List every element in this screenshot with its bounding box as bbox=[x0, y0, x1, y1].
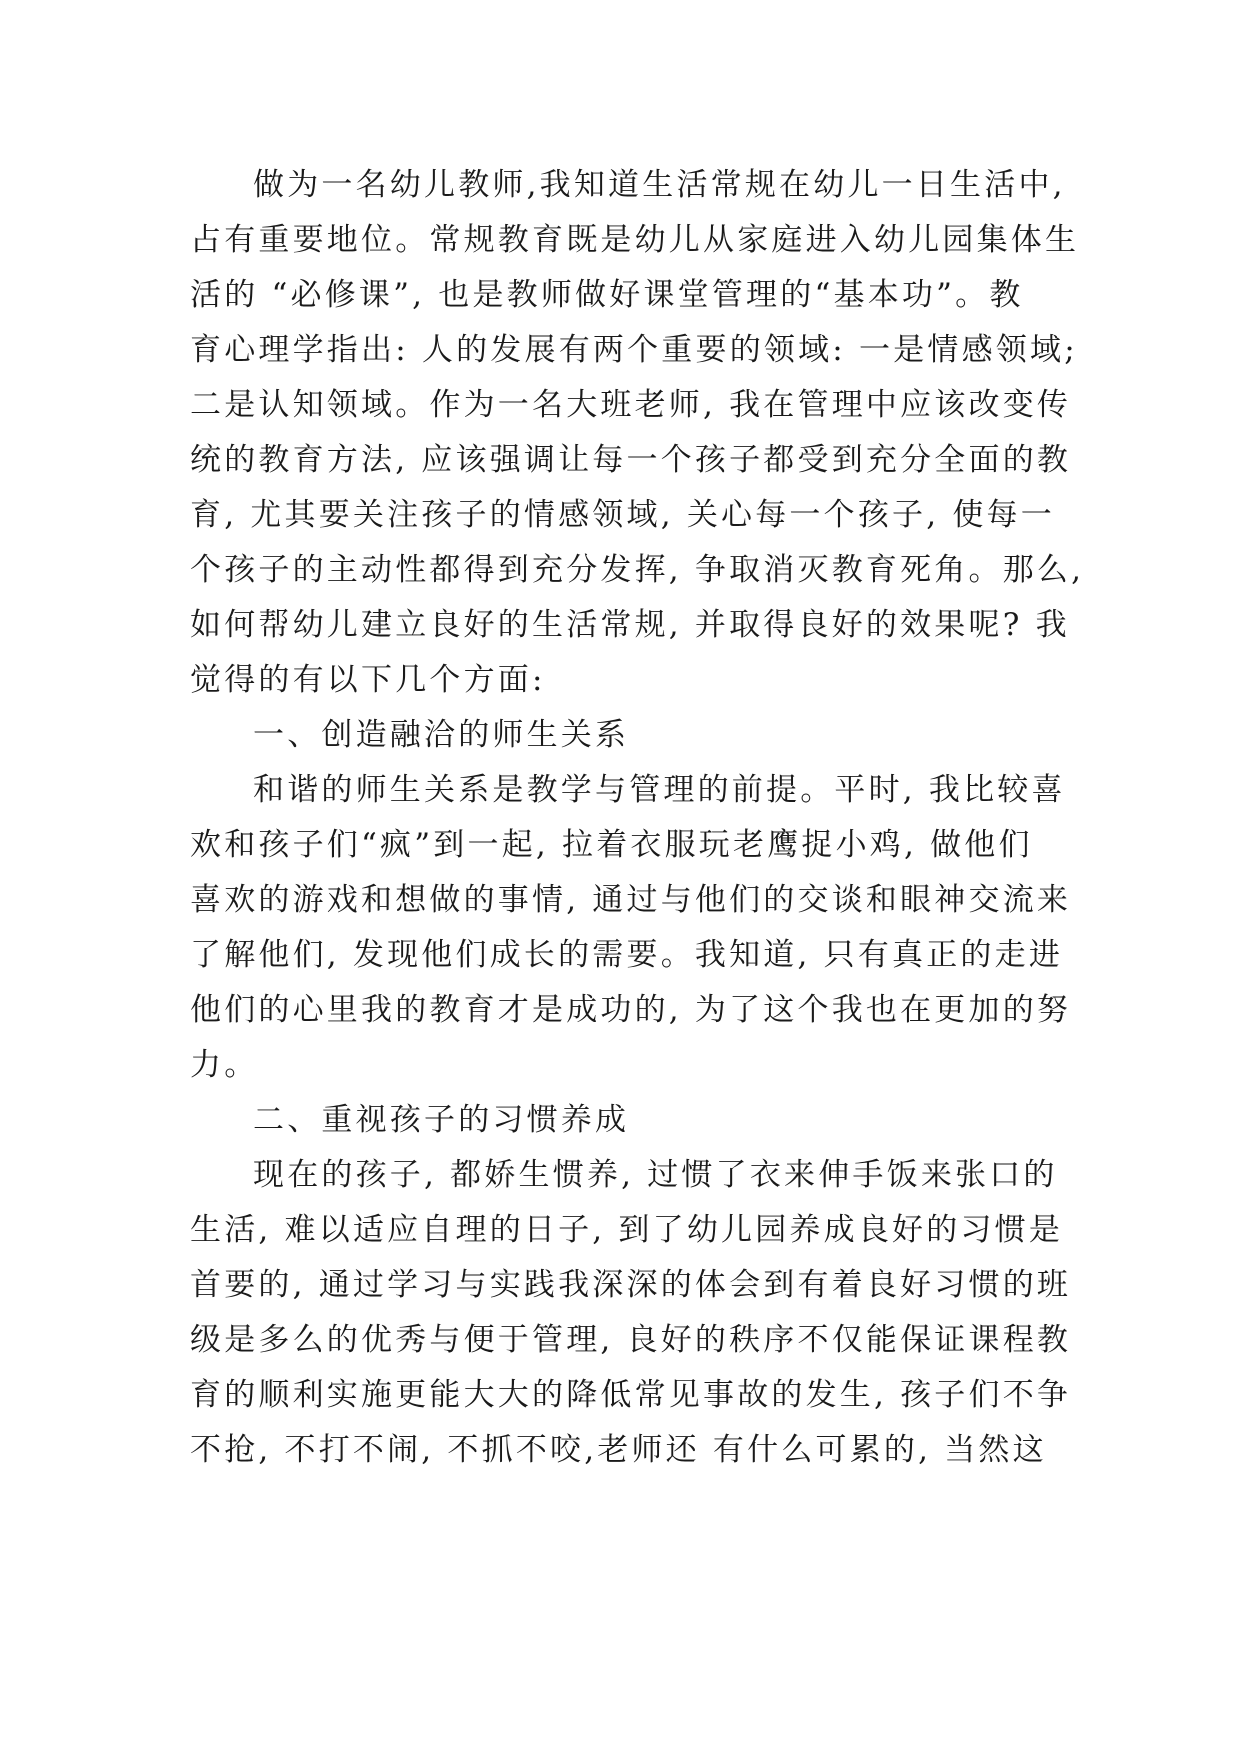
paragraph-section-1-line: 了解他们, 发现他们成长的需要。我知道, 只有真正的走进 bbox=[190, 937, 1064, 973]
paragraph-section-2-line: 不抢, 不打不闹, 不抓不咬,老师还 有什么可累的, 当然这 bbox=[190, 1432, 1047, 1468]
paragraph-intro-line: 做为一名幼儿教师,我知道生活常规在幼儿一日生活中, bbox=[253, 167, 1066, 203]
paragraph-section-1-line: 喜欢的游戏和想做的事情, 通过与他们的交谈和眼神交流来 bbox=[190, 882, 1072, 918]
document-body bbox=[190, 158, 1090, 1478]
paragraph-intro-line: 活的 “必修课”, 也是教师做好课堂管理的“基本功”。教 bbox=[190, 277, 1024, 313]
paragraph-intro-line: 如何帮幼儿建立良好的生活常规, 并取得良好的效果呢? 我 bbox=[190, 607, 1070, 643]
paragraph-intro-line: 育, 尤其要关注孩子的情感领域, 关心每一个孩子, 使每一 bbox=[190, 497, 1055, 533]
paragraph-section-2-line: 育的顺利实施更能大大的降低常见事故的发生, 孩子们不争 bbox=[190, 1377, 1072, 1413]
paragraph-section-2-line: 生活, 难以适应自理的日子, 到了幼儿园养成良好的习惯是 bbox=[190, 1212, 1064, 1248]
paragraph-section-2-line: 首要的, 通过学习与实践我深深的体会到有着良好习惯的班 bbox=[190, 1267, 1072, 1303]
section-heading-1: 一、创造融洽的师生关系 bbox=[253, 717, 630, 753]
section-heading-2: 二、重视孩子的习惯养成 bbox=[253, 1102, 630, 1138]
paragraph-intro-line: 二是认知领域。作为一名大班老师, 我在管理中应该改变传 bbox=[190, 387, 1072, 423]
paragraph-section-1-line: 力。 bbox=[190, 1047, 259, 1083]
paragraph-section-2-line: 现在的孩子, 都娇生惯养, 过惯了衣来伸手饭来张口的 bbox=[253, 1157, 1058, 1193]
paragraph-intro-line: 占有重要地位。常规教育既是幼儿从家庭进入幼儿园集体生 bbox=[190, 222, 1080, 258]
paragraph-intro-line: 觉得的有以下几个方面: bbox=[190, 662, 546, 698]
paragraph-section-1-line: 他们的心里我的教育才是成功的, 为了这个我也在更加的努 bbox=[190, 992, 1072, 1028]
paragraph-section-1-line: 和谐的师生关系是教学与管理的前提。平时, 我比较喜 bbox=[253, 772, 1066, 808]
paragraph-intro-line: 统的教育方法, 应该强调让每一个孩子都受到充分全面的教 bbox=[190, 442, 1072, 478]
paragraph-section-1-line: 欢和孩子们“疯”到一起, 拉着衣服玩老鹰捉小鸡, 做他们 bbox=[190, 827, 1033, 863]
paragraph-section-2-line: 级是多么的优秀与便于管理, 良好的秩序不仅能保证课程教 bbox=[190, 1322, 1072, 1358]
paragraph-intro-line: 个孩子的主动性都得到充分发挥, 争取消灭教育死角。那么, bbox=[190, 552, 1085, 588]
paragraph-intro-line: 育心理学指出: 人的发展有两个重要的领域: 一是情感领域; bbox=[190, 332, 1078, 368]
